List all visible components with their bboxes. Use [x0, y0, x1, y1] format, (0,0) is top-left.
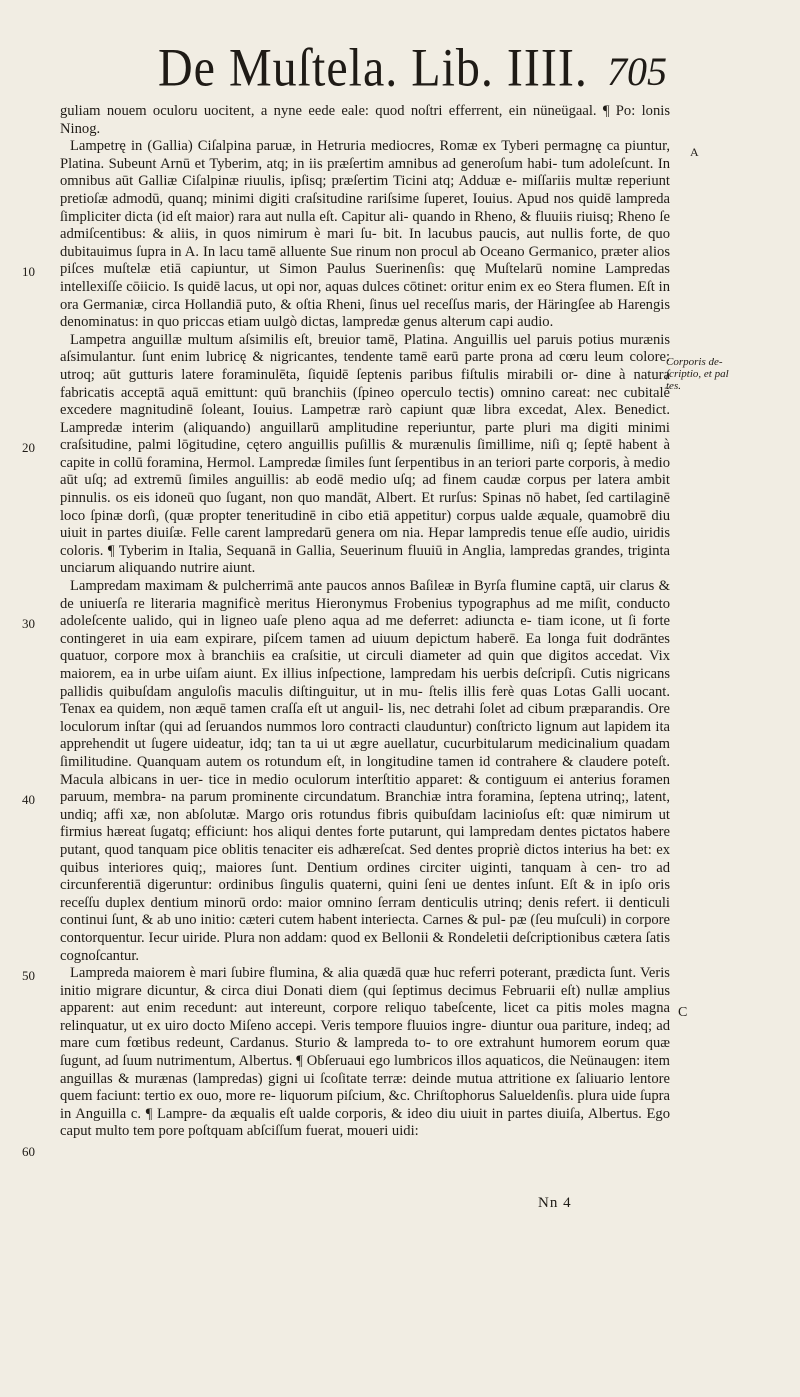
paragraph: Lampredam maximam & pulcherrimā ante paucos annos Baſileæ in Byrſa flumine captā, uir clarus & de uniuerſa re literaria magnificè meritus Hieronymus Frobenius typographus ad me miſit, conducto adoleſcente ualido, qui in ligneo uaſe pleno aqua ad me deferret: adiuncta e- tiam icone, ut ſi forte contingeret in uia eam expirare, piſcem tamen ad uiuum depictum haberē. Ea longa fuit dodrāntes quatuor, corpore mox à branchiis ea craſsitie, ut circuli diameter ad quin que digitos accedat. Vix maiorem, ea in urbe uiſam aiunt. Ex illius inſpectione, lampredam his uerbis deſcripſi. Cutis nigricans pallidis quibuſdam anguloſis maculis diſtinguitur, ut in mu- ſtelis illis ferè quas Lotas Galli uocant. Tenax ea quidem, non æquē tamen craſſa eſt ut anguil- lis, nec detrahi ſolet ad cibum præparandis. Ore loculorum inſtar (qui ad ſeruandos nummos loro contracti clauduntur) conſtricto lignum aut lapidem ita apprehendit ut ſugere uideatur, idq; tan ta ui ut ægre auellatur, cucurbitularum medicinalium quadam ſimilitudine. Quanquam autem os rotundum eſt, in longitudine tamen id contrahere & claudere poteſt. Macula albicans in uer- tice in medio oculorum interſtitio apparet: & contiguum ei anterius foramen paruum, membra- na parum prominente circundatum. Branchiæ intra foramina, ſeptena utrinq;, latent, undiq; affi xæ, non abſolutæ. Margo oris rotundus fibris quibuſdam lacinioſus eſt: quæ nimirum ut firmius hæreat ſugatq; efficiunt: hos aliqui dentes forte putarunt, qui lampredam dentes pictatos habere putant, quod tanquam pice oblitis tenaciter eis adhæreſcat. Sed dentes propriè dictos interius ha bet: ex quibus interiores quiq;, maiores ſunt. Dentium ordines circiter uiginti, tanquam à cen- tro ad circunferentiā digeruntur: ordinibus ſingulis quaterni, quini ſeni ue dentes inſunt. Eſt & in ipſo oris receſſu duplex dentium minorū ordo: maior omnino ſerram denticulis utrinq; denis refert. ii denticuli continui ſunt, & ab uno initio: cæteri cutem habent interiecta. Carnes & pul- pæ (ſeu muſculi) in corpore contorquentur. Iecur uiride. Plura non addam: quod ex Bellonii & Rondeletii deſcriptionibus cætera ſatis cognoſcantur. [60, 578, 670, 964]
signature-mark: Nn 4 [538, 1195, 572, 1211]
marginal-letter-a: A [690, 145, 699, 159]
marginal-letter-c: C [678, 1005, 688, 1020]
line-number: 10 [22, 264, 35, 279]
paragraph: guliam nouem oculoru uocitent, a nyne eede eale: quod noſtri efferrent, ein nüneügaal. ¶ Po: lonis Ninog. [60, 103, 670, 137]
line-number: 20 [22, 440, 35, 455]
running-title: De Muſtela. Lib. IIII. [158, 38, 588, 98]
page-number: 705 [607, 49, 667, 94]
paragraph: Lampetra anguillæ multum aſsimilis eſt, breuior tamē, Platina. Anguillis uel paruis potius murænis aſsimulantur. ſunt enim lubricę & nigricantes, tendente tamē earū parte prona ad cœru leum colore: utroq; aūt gutturis latere foraminulēta, ſiquidē ſeptenis paribus fiſtulis mirabili or- dine à natura fabricatis acceptā aquā emittunt: quū branchiis (ſpineo operculo tectis) omnino careat: nec cubitalē excedere magnitudinē ſoleant, Iouius. Lampetræ rarò capiunt quæ libra excedat, Alex. Benedict. Lampredæ interim (aliquando) anguillarū amplitudine reperiuntur, parte pluri ma digiti minimi craſsitudine, palmi lōgitudine, cętero anguillis puſillis & murænulis ſimillime, niſi q; ſeptē habent à capite in collū foramina, Hermol. Lampredæ ſimiles ſunt ſerpentibus in an teriori parte corporis, à medio aūt uſq; ad extremū ſimiles anguillis: ab eodē medio uſq; ad finem caudæ corpus per latera ambit pinnulis. os eis idoneū quo ſugant, non quo mandāt, Albert. Et rurſus: Spinas nō habet, ſed cartilaginē loco ſpinæ dorſi, (quæ propter teneritudinē in cibo etiā appetitur) corpus ualde æquale, quamobrē diu uiuit in partes diuiſæ. Felle carent lampredarū genera om nia. Hepar lampredis tenue eſſe audio, uiridis coloris. ¶ Tyberim in Italia, Sequanā in Gallia, Seuerinum fluuiū in Anglia, lampredas grandes, triginta unciarum aliquando nutrire aiunt. [60, 331, 670, 577]
line-number: 50 [22, 968, 35, 983]
marginal-gloss: Corporis de- ſcriptio, et pal tes. [666, 356, 729, 392]
line-number: 40 [22, 792, 35, 807]
main-text [60, 103, 670, 1141]
paragraph: Lampetrę in (Gallia) Ciſalpina paruæ, in Hetruria mediocres, Romæ ex Tyberi permagnę ca piuntur, Platina. Subeunt Arnū et Tyberim, atq; in iis præſertim amnibus ad generoſum habi- tum adoleſcunt. In omnibus aūt Galliæ Ciſalpinæ riuulis, ipſisq; præſertim Ticini atq; Adduæ e- miſſariis multæ reperiunt pretioſæ admodū, quanq; minimi digiti craſsitudine rariſsime ſuperet, Iouius. Apud nos quidē lampreda ſimpliciter dicta (id eſt maior) rara aut nulla eſt. Capitur ali- quando in Rheno, & fluuiis riuisq; Rheno ſe admiſcentibus: & aliis, in quos nimirum è mari ſu- bit. In lacubus paucis, aut nullis forte, de quo dubitauimus ſupra in A. In lacu tamē alluente Sue rinum non procul ab Oceano Germanico, præter alios piſces muſtelæ etiā capiuntur, ut Simon Paulus Suerinenſis: quę Muſtelarū nomine Lampredas intellexiſſe cōiicio. Is quidē lacus, ut opi nor, aquas dulces cōtinet: oritur enim ex eo Stera flumen. Eſt in ora Germaniæ, circa Hollandiā puto, & oſtia Rheni, ſinus uel receſſus maris, der Häringſee ab Harengis denominatus: in quo priccas etiam uulgò dictas, lampredæ genus alterum capi audio. [60, 138, 670, 331]
line-number: 60 [22, 1144, 35, 1159]
paragraph: Lampreda maiorem è mari ſubire flumina, & alia quædā quæ huc referri poterant, prædicta ſunt. Veris initio migrare dicuntur, & circa diui Donati diem (qui ſeptimus decimus Februarii eſt) nullæ amplius apparent: aut enim recedunt: aut intereunt, corpore reliquo tabeſcente, licet ca pitis moles magna relinquatur, ut ex uiro docto Miſeno accepi. Veris tempore fluuios ingre- diuntur oua pariture, indeq; ad mare cum fœtibus redeunt, Cardanus. Sturio & lampreda to- to ore extrahunt humorem eorum quæ ſugunt, ad ſuum nutrimentum, Albertus. ¶ Obſeruaui ego lumbricos illos aquaticos, die Neünaugen: item anguillas & murænas (lampredas) gigni ui ſcoſitate terræ: deinde mutua attritione ex ſaliuario lentore quem faciunt: tertio ex ouo, more re- liquorum piſcium, &c. Chriſtophorus Salueldenſis. plura uide ſupra in Anguilla c. ¶ Lampre- da æqualis eſt ualde corporis, & ideo diu uiuit in partes diuiſa, Albertus. Ego caput multo tem pore poſtquam abſciſſum fuerat, moueri uidi: [60, 965, 670, 1140]
line-number: 30 [22, 616, 35, 631]
